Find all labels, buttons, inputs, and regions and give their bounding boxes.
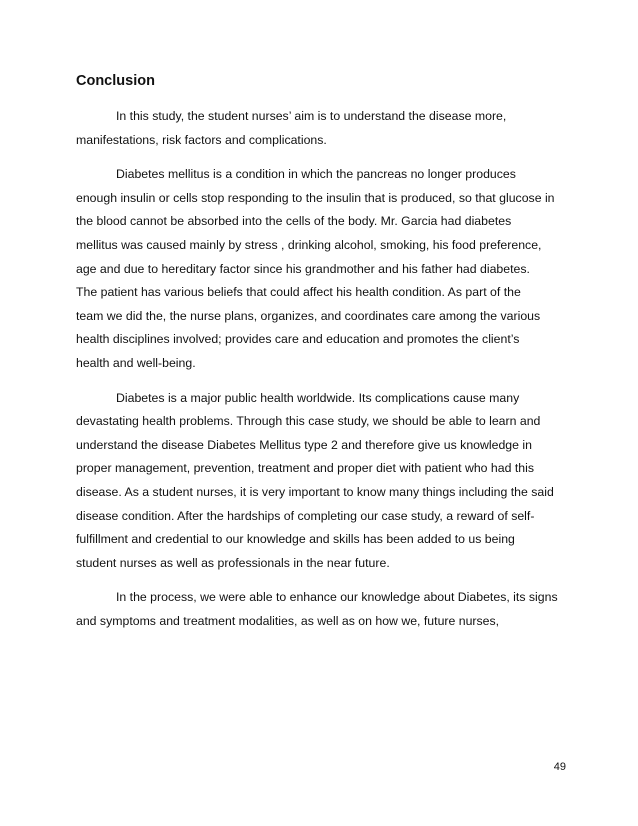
paragraph-line: and symptoms and treatment modalities, as well as on how we, future nurses, (76, 613, 500, 628)
paragraph-line: health disciplines involved; provides care and education and promotes the client’s (76, 332, 520, 347)
paragraph-line: Diabetes mellitus is a condition in which the pancreas no longer produces (116, 167, 516, 182)
paragraph-diabetes-definition (76, 163, 566, 375)
paragraph-line: disease condition. After the hardships of completing our case study, a reward of self- (76, 508, 535, 523)
paragraph-aim (76, 105, 566, 152)
paragraph-line: In the process, we were able to enhance our knowledge about Diabetes, its signs (116, 590, 558, 605)
paragraph-line: manifestations, risk factors and complications. (76, 132, 327, 147)
paragraph-public-health (76, 387, 566, 576)
page-number: 49 (553, 761, 566, 773)
paragraph-line: student nurses as well as professionals in the near future. (76, 555, 390, 570)
paragraph-line: the blood cannot be absorbed into the cells of the body. Mr. Garcia had diabetes (76, 214, 512, 229)
paragraph-line: disease. As a student nurses, it is very important to know many things including the said (76, 484, 554, 499)
paragraph-line: health and well-being. (76, 355, 196, 370)
paragraph-line: enough insulin or cells stop responding to the insulin that is produced, so that glucose in (76, 190, 555, 205)
section-heading: Conclusion (76, 73, 155, 89)
paragraph-line: In this study, the student nurses’ aim is to understand the disease more, (116, 109, 507, 123)
paragraph-process (76, 586, 566, 633)
paragraph-line: fulfillment and credential to our knowledge and skills has been added to us being (76, 532, 515, 547)
page-content (76, 71, 566, 644)
paragraph-line: proper management, prevention, treatment and proper diet with patient who had this (76, 461, 534, 476)
paragraph-line: devastating health problems. Through this case study, we should be able to learn and (76, 414, 541, 429)
paragraph-line: The patient has various beliefs that could affect his health condition. As part of the (76, 285, 521, 300)
paragraph-line: team we did the, the nurse plans, organizes, and coordinates care among the various (76, 308, 541, 323)
paragraph-line: mellitus was caused mainly by stress , drinking alcohol, smoking, his food preference, (76, 237, 542, 252)
paragraph-line: age and due to hereditary factor since his grandmother and his father had diabetes. (76, 261, 530, 276)
paragraph-line: understand the disease Diabetes Mellitus type 2 and therefore give us knowledge in (76, 437, 532, 452)
paragraph-line: Diabetes is a major public health worldwide. Its complications cause many (116, 390, 520, 405)
